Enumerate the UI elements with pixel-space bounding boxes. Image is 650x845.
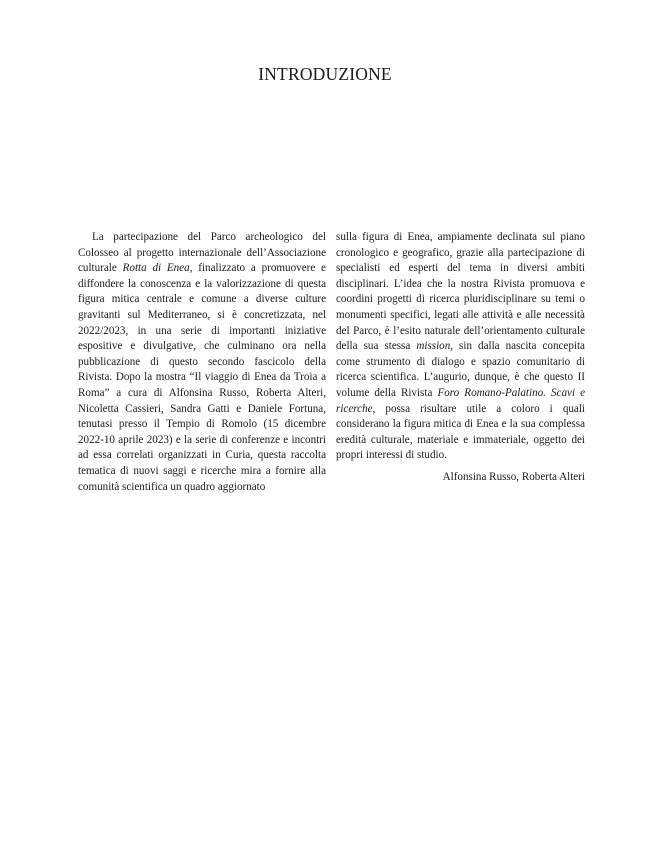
emphasis-text: mission — [416, 340, 451, 353]
paragraph-text: , possa risultare utile a coloro i quali considerano la figura mitica di Enea e la sua complessa eredità culturale, materiale e immateriale, oggetto dei propri interessi di studio. — [336, 402, 585, 462]
paragraph-text: sulla figura di Enea, ampiamente declinata sul piano cronologico e geografico, grazie alla partecipazione di specialisti ed esperti del tema in diversi ambiti disciplinari. L’idea che la nostra Rivista promuova e coordini progetti di ricerca pluridisciplinare su temi o monumenti specifici, legati alle attività e alle necessità del Parco, è l’esito naturale dell’orientamento culturale della sua stessa — [336, 231, 585, 353]
emphasis-text: Foro Romano-Palatino. Scavi e ricerche — [336, 386, 586, 415]
paragraph-text: , sin dalla nascita concepita come strumento di dialogo e spazio comunitario di ricerca scientifica. L’augurio, dunque, è che questo II volume della Rivista — [336, 340, 585, 399]
signature: Alfonsina Russo, Roberta Alteri — [442, 471, 585, 483]
page-title: INTRODUZIONE — [258, 64, 392, 84]
text-column-left — [78, 230, 326, 495]
paragraph — [78, 230, 326, 495]
text-column-right — [336, 230, 585, 464]
emphasis-text: Rotta di Enea — [122, 262, 190, 275]
paragraph-text: La partecipazione del Parco archeologico del Colosseo al progetto internazionale dell’Associazione culturale — [78, 231, 326, 275]
paragraph — [336, 230, 585, 464]
paragraph-text: , finalizzato a promuovere e diffondere la conoscenza e la valorizzazione di questa figura mitica centrale e comune a diverse culture gravitanti sul Mediterraneo, si è concretizzata, nel 2022/2023, in una serie di importanti iniziative espositive e divulgative, che culminano ora nella pubblicazione di questo secondo fascicolo della Rivista. Dopo la mostra “Il viaggio di Enea da Troia a Roma” a cura di Alfonsina Russo, Roberta Alteri, Nicoletta Cassieri, Sandra Gatti e Daniele Fortuna, tenutasi presso il Tempio di Romolo (15 dicembre 2022-10 aprile 2023) e la serie di conferenze e incontri ad essa correlati organizzati in Curia, questa raccolta tematica di nuovi saggi e ricerche mira a fornire alla comunità scientifica un quadro aggiornato — [78, 262, 326, 493]
